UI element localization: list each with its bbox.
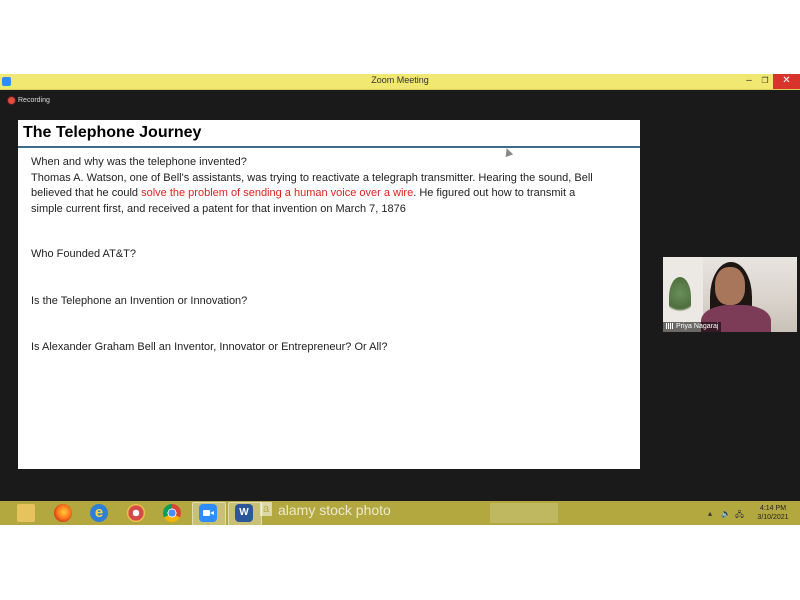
slide-body [31,155,601,217]
speaker-icon[interactable]: 🔈 [721,509,731,518]
window-title: Zoom Meeting [371,75,429,85]
watermark-box [490,503,558,523]
watermark-text: alamy stock photo [278,502,391,518]
question-3: Is the Telephone an Invention or Innovation? [31,295,248,307]
participant-nameplate [663,322,721,332]
close-button[interactable]: ✕ [773,74,800,89]
question-4: Is Alexander Graham Bell an Inventor, Innovator or Entrepreneur? Or All? [31,341,388,353]
zoom-icon[interactable] [199,504,217,522]
windows-taskbar [0,501,800,525]
app-icon[interactable] [127,504,145,522]
show-hidden-icons-arrow-icon[interactable]: ▴ [708,509,713,518]
meeting-area [0,90,800,501]
window-title-bar [0,74,800,90]
internet-explorer-icon[interactable]: e [90,504,108,522]
maximize-button[interactable]: ❐ [761,76,769,85]
chrome-icon[interactable] [163,504,181,522]
slide-title: The Telephone Journey [23,124,202,141]
minimize-button[interactable]: – [746,75,752,86]
system-clock[interactable] [748,504,798,522]
firefox-icon[interactable] [54,504,72,522]
video-person-face [715,267,745,305]
recording-indicator[interactable] [8,95,50,107]
signal-strength-icon [666,323,674,329]
network-icon[interactable]: 🖧 [735,510,744,519]
answer-text-end: . He figured out how to transmit a simple current first, and received a patent for that invention on March 7, 1876 [31,187,576,215]
folder-icon[interactable] [17,504,35,522]
question-1: When and why was the telephone invented? [31,156,247,168]
video-plant [669,277,691,317]
recording-label: Recording [18,97,50,104]
word-icon[interactable]: W [235,504,253,522]
answer-paragraph [31,171,601,218]
participant-name: Priya Nagaraj [676,323,719,330]
record-icon [8,97,15,104]
question-2: Who Founded AT&T? [31,248,136,260]
participant-video[interactable] [663,257,797,332]
clock-time: 4:14 PM [759,505,787,512]
answer-text-start: Thomas A. Watson, one of Bell's assistants, was trying to reactivate a telegraph transmitter. Hearing the sound, Bell believed that he could [31,171,593,199]
shared-slide [18,120,640,469]
answer-highlight: solve the problem of sending a human voice over a wire [141,187,414,199]
title-divider [18,146,640,148]
alamy-watermark [260,502,391,518]
watermark-logo: a [260,502,272,516]
clock-date: 3/10/2021 [757,514,789,521]
